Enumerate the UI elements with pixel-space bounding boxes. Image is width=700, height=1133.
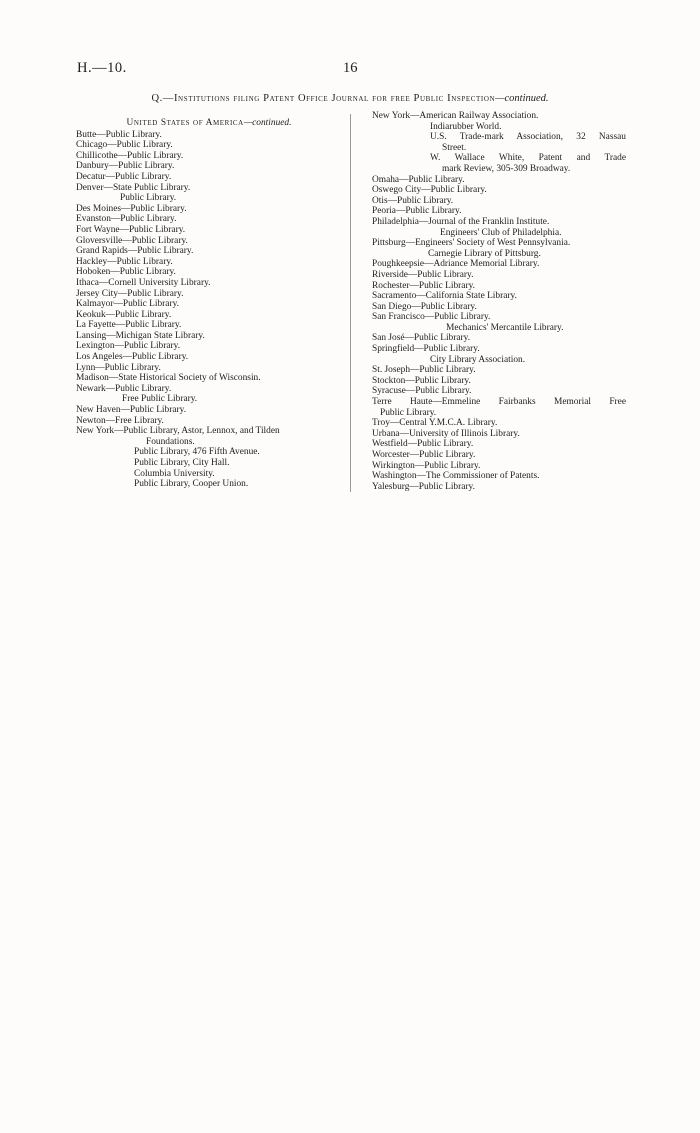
library-entry: San Francisco—Public Library. <box>372 312 491 323</box>
library-entry: Yalesburg—Public Library. <box>372 481 475 492</box>
library-entry: Hoboken—Public Library. <box>76 267 176 278</box>
library-entry: Grand Rapids—Public Library. <box>76 246 194 257</box>
subheading-text: United States of America <box>126 118 244 128</box>
library-entry: Public Library. <box>380 407 437 418</box>
title-text: Q.—Institutions filing Patent Office Journal for free Public Inspection <box>151 93 496 104</box>
library-entry: Ithaca—Cornell University Library. <box>76 277 211 288</box>
library-entry: Syracuse—Public Library. <box>372 386 472 397</box>
subheading-continued: —continued. <box>243 118 292 128</box>
library-entry: Fort Wayne—Public Library. <box>76 224 186 235</box>
library-entry: Butte—Public Library. <box>76 129 162 140</box>
library-entry: Jersey City—Public Library. <box>76 288 184 299</box>
library-entry: New York—American Railway Association. <box>372 111 539 121</box>
library-entry: City Library Association. <box>430 354 526 365</box>
library-entry: New York—Public Library, Astor, Lennox, and Tilden <box>76 426 280 437</box>
library-entry: Newark—Public Library. <box>76 383 172 394</box>
library-entry: Stockton—Public Library. <box>372 375 471 386</box>
right-entry-list <box>372 111 626 492</box>
library-entry: St. Joseph—Public Library. <box>372 365 476 376</box>
library-entry: San Diego—Public Library. <box>372 301 477 312</box>
library-entry: Mechanics' Mercantile Library. <box>446 322 564 333</box>
library-entry: Omaha—Public Library. <box>372 174 465 185</box>
library-entry: Keokuk—Public Library. <box>76 309 172 320</box>
library-entry: Sacramento—California State Library. <box>372 291 517 302</box>
library-entry: Gloversville—Public Library. <box>76 235 188 246</box>
right-column <box>372 111 626 492</box>
page-number: 16 <box>343 60 358 76</box>
left-entry-list <box>76 130 342 490</box>
library-entry: W. Wallace White, Patent and Trade <box>430 153 626 164</box>
library-entry: Public Library, City Hall. <box>134 458 230 468</box>
library-entry: Lynn—Public Library. <box>76 362 161 373</box>
library-entry: Rochester—Public Library. <box>372 280 476 291</box>
library-entry: Decatur—Public Library. <box>76 171 172 182</box>
library-entry: Carnegie Library of Pittsburg. <box>428 248 541 259</box>
library-entry: Newton—Free Library. <box>76 415 164 426</box>
column-divider <box>350 114 351 492</box>
library-entry: Lansing—Michigan State Library. <box>76 330 205 341</box>
library-entry: Engineers' Club of Philadelphia. <box>440 227 562 238</box>
library-entry: Terre Haute—Emmeline Fairbanks Memorial Free <box>372 397 626 408</box>
library-entry: La Fayette—Public Library. <box>76 320 182 331</box>
library-entry: Hackley—Public Library. <box>76 256 173 267</box>
library-entry: Pittsburg—Engineers' Society of West Pennsylvania. <box>372 238 571 249</box>
title-continued: —continued. <box>495 93 549 104</box>
library-entry: Worcester—Public Library. <box>372 450 476 460</box>
library-entry: Wirkington—Public Library. <box>372 460 481 471</box>
library-entry: Free Public Library. <box>122 394 198 405</box>
library-entry: Danbury—Public Library. <box>76 161 175 172</box>
library-entry: Foundations. <box>146 436 195 447</box>
library-entry: Public Library. <box>120 193 177 204</box>
library-entry: Public Library, Cooper Union. <box>134 479 249 490</box>
library-entry: Kalmayor—Public Library. <box>76 299 180 310</box>
library-entry: Washington—The Commissioner of Patents. <box>372 471 540 482</box>
library-entry: San José—Public Library. <box>372 333 471 344</box>
library-entry: Oswego City—Public Library. <box>372 185 487 196</box>
library-entry: Indiarubber World. <box>430 121 502 132</box>
library-entry: Los Angeles—Public Library. <box>76 352 189 363</box>
left-column <box>76 118 342 490</box>
library-entry: Springfield—Public Library. <box>372 344 480 355</box>
page-title <box>0 93 700 104</box>
library-entry: Troy—Central Y.M.C.A. Library. <box>372 418 498 429</box>
library-entry: Peoria—Public Library. <box>372 206 462 217</box>
library-entry: Philadelphia—Journal of the Franklin Institute. <box>372 216 550 227</box>
library-entry: New Haven—Public Library. <box>76 405 187 416</box>
library-entry: Public Library, 476 Fifth Avenue. <box>134 447 260 458</box>
library-entry: Chillicothe—Public Library. <box>76 150 184 161</box>
library-entry: mark Review, 305-309 Broadway. <box>442 163 571 174</box>
library-entry: Street. <box>442 142 467 153</box>
report-code: H.—10. <box>77 60 127 76</box>
library-entry: Urbana—University of Illinois Library. <box>372 428 520 439</box>
library-entry: Chicago—Public Library. <box>76 140 173 151</box>
library-entry: Madison—State Historical Society of Wisconsin. <box>76 373 261 384</box>
library-entry: Otis—Public Library. <box>372 195 454 206</box>
library-entry: Columbia University. <box>134 468 215 479</box>
library-entry: Westfield—Public Library. <box>372 439 474 450</box>
library-entry: Denver—State Public Library. <box>76 182 191 193</box>
library-entry: Lexington—Public Library. <box>76 341 181 352</box>
section-subheading <box>76 118 342 129</box>
library-entry: Evanston—Public Library. <box>76 214 177 225</box>
library-entry: U.S. Trade-mark Association, 32 Nassau <box>430 132 626 143</box>
library-entry: Des Moines—Public Library. <box>76 203 187 214</box>
library-entry: Riverside—Public Library. <box>372 269 474 280</box>
library-entry: Poughkeepsie—Adriance Memorial Library. <box>372 259 540 270</box>
